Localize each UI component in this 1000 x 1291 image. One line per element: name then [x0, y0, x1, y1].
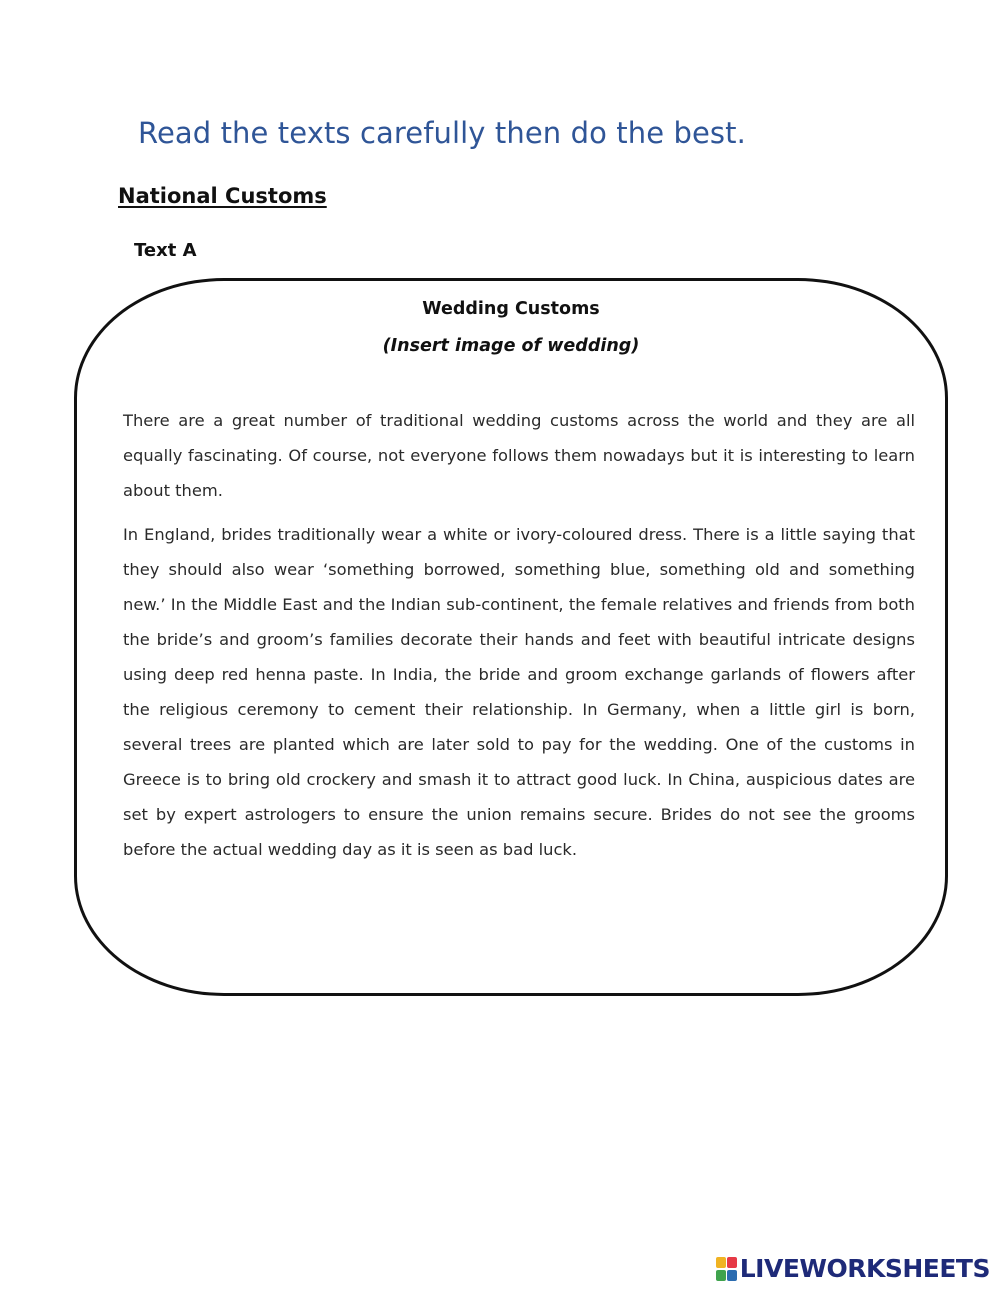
instruction-heading: Read the texts carefully then do the best.	[138, 116, 746, 150]
text-box	[74, 278, 948, 996]
logo-text: LIVEWORKSHEETS	[739, 1254, 990, 1283]
paragraph: There are a great number of traditional wedding customs across the world and they are all equally fascinating. Of course, not everyone follows them nowadays but it is interesting to learn about them.	[123, 411, 915, 500]
liveworksheets-logo[interactable]	[716, 1254, 990, 1283]
text-label: Text A	[134, 240, 197, 261]
paragraph: In England, brides traditionally wear a white or ivory-coloured dress. There is a little saying that they should also wear ‘something borrowed, something blue, something old and something new.’ In the Middle East and the Indian sub-continent, the female relatives and friends from both the bride’s and groom’s families decorate their hands and feet with beautiful intricate designs using deep red henna paste. In India, the bride and groom exchange garlands of flowers after the religious ceremony to cement their relationship. In Germany, when a little girl is born, several trees are planted which are later sold to pay for the wedding. One of the customs in Greece is to bring old crockery and smash it to attract good luck. In China, auspicious dates are set by expert astrologers to ensure the union remains secure. Brides do not see the grooms before the actual wedding day as it is seen as bad luck.	[123, 525, 915, 859]
box-subtitle: (Insert image of wedding)	[382, 336, 640, 356]
box-body	[123, 403, 915, 876]
box-title: Wedding Customs	[422, 299, 600, 319]
liveworksheets-logo-icon	[716, 1255, 738, 1283]
section-heading: National Customs	[118, 184, 327, 208]
